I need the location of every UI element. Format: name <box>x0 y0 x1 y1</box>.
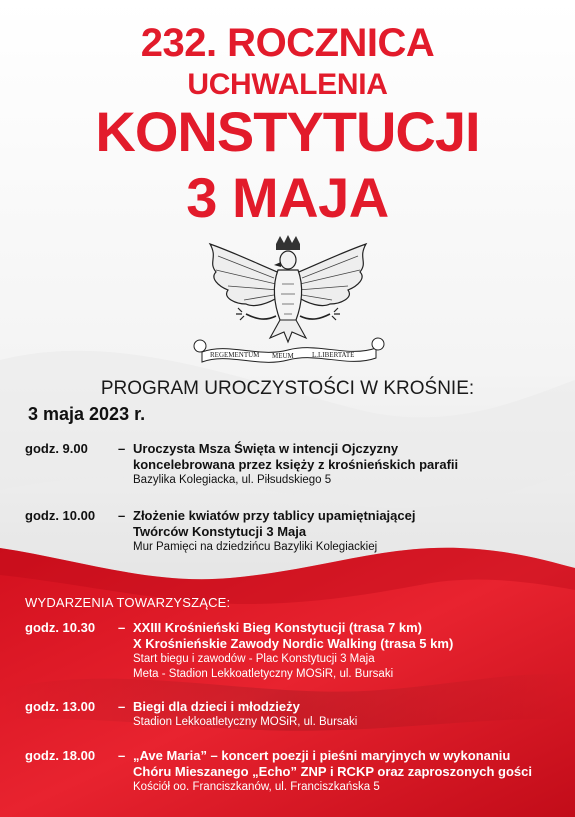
title-uchwalenia: UCHWALENIA <box>187 68 388 101</box>
event-time: godz. 10.30 <box>25 620 96 635</box>
event-title-line: Złożenie kwiatów przy tablicy upamiętniającej <box>133 508 416 523</box>
program-heading: PROGRAM UROCZYSTOŚCI W KROŚNIE: <box>100 378 475 399</box>
ribbon-text-mid: MEUM <box>272 352 294 360</box>
white-eagle-icon <box>188 234 388 366</box>
event-location: Mur Pamięci na dziedzińcu Bazyliki Kolegiackiej <box>133 541 378 553</box>
ribbon-text-left: REGEMENTUM <box>210 351 260 359</box>
event-dash: – <box>118 748 126 763</box>
title-anniversary: 232. ROCZNICA <box>140 21 435 65</box>
side-events-heading: WYDARZENIA TOWARZYSZĄCE: <box>25 595 231 610</box>
event-lines <box>133 508 415 555</box>
event-title-line: „Ave Maria” – koncert poezji i pieśni maryjnych w wykonaniu <box>133 748 511 763</box>
event-title-line: X Krośnieńskie Zawody Nordic Walking (trasa 5 km) <box>133 636 454 651</box>
title-3-maja: 3 MAJA <box>186 166 389 229</box>
event-time: godz. 9.00 <box>25 441 88 456</box>
event-dash: – <box>118 508 126 523</box>
event-title-line: XXIII Krośnieński Bieg Konstytucji (trasa 7 km) <box>133 620 422 635</box>
ribbon-text-right: L.LIBERTATE <box>312 351 355 359</box>
event-lines <box>133 699 357 730</box>
event-lines <box>133 441 458 488</box>
event-title-line: Uroczysta Msza Święta w intencji Ojczyzny <box>133 441 399 456</box>
event-time: godz. 13.00 <box>25 699 96 714</box>
event-time: godz. 18.00 <box>25 748 96 763</box>
event-location: Bazylika Kolegiacka, ul. Piłsudskiego 5 <box>133 474 332 486</box>
event-title-line: Chóru Mieszanego „Echo” ZNP i RCKP oraz zaproszonych gości <box>133 764 532 779</box>
event-title-line: Twórców Konstytucji 3 Maja <box>133 524 307 539</box>
event-location: Meta - Stadion Lekkoatletyczny MOSiR, ul. Bursaki <box>133 668 394 680</box>
event-lines <box>133 748 532 795</box>
event-location: Start biegu i zawodów - Plac Konstytucji 3 Maja <box>133 653 375 665</box>
event-title-line: koncelebrowana przez księży z krośnieńskich parafii <box>133 457 459 472</box>
event-location: Stadion Lekkoatletyczny MOSiR, ul. Bursaki <box>133 716 358 728</box>
event-location: Kościół oo. Franciszkanów, ul. Franciszkańska 5 <box>133 781 380 793</box>
title-konstytucji: KONSTYTUCJI <box>95 100 480 163</box>
event-dash: – <box>118 620 126 635</box>
event-dash: – <box>118 441 126 456</box>
event-lines <box>133 620 453 682</box>
event-time: godz. 10.00 <box>25 508 96 523</box>
event-dash: – <box>118 699 126 714</box>
date-heading: 3 maja 2023 r. <box>28 404 146 424</box>
event-title-line: Biegi dla dzieci i młodzieży <box>133 699 300 714</box>
